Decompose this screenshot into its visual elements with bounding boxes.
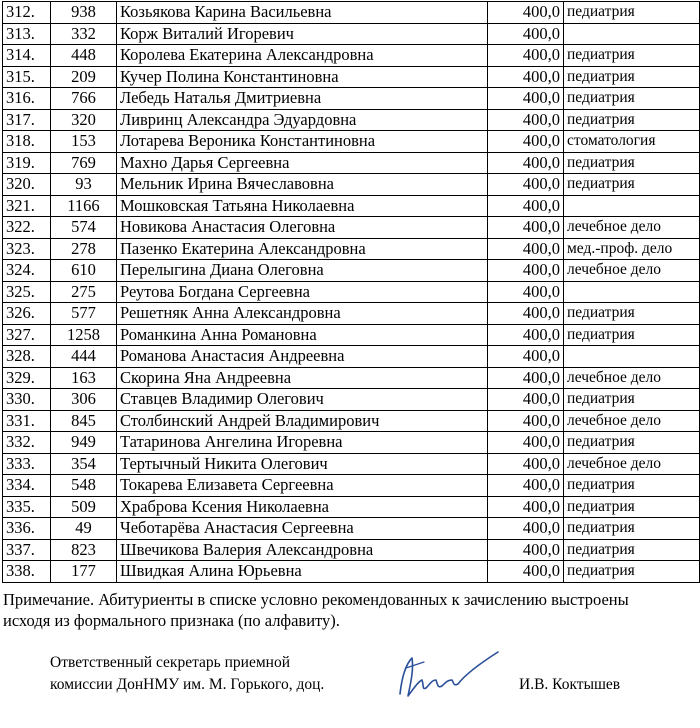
table-row	[3, 496, 700, 518]
row-number-cell: 315.	[3, 66, 51, 88]
row-score-cell: 400,0	[488, 45, 564, 67]
row-name-cell: Романова Анастасия Андреевна	[117, 346, 488, 368]
table-row	[3, 475, 700, 497]
row-score-cell: 400,0	[488, 131, 564, 153]
row-number-cell: 334.	[3, 475, 51, 497]
row-name-cell: Чеботарёва Анастасия Сергеевна	[117, 518, 488, 540]
table-row	[3, 23, 700, 45]
row-faculty-cell: лечебное дело	[564, 260, 700, 282]
row-number-cell: 318.	[3, 131, 51, 153]
table-row	[3, 324, 700, 346]
row-score-cell: 400,0	[488, 152, 564, 174]
row-code-cell: 153	[51, 131, 117, 153]
row-code-cell: 275	[51, 281, 117, 303]
row-name-cell: Ставцев Владимир Олегович	[117, 389, 488, 411]
row-faculty-cell: педиатрия	[564, 561, 700, 583]
row-name-cell: Махно Дарья Сергеевна	[117, 152, 488, 174]
row-name-cell: Ливринц Александра Эдуардовна	[117, 109, 488, 131]
table-row	[3, 346, 700, 368]
row-number-cell: 316.	[3, 88, 51, 110]
row-code-cell: 49	[51, 518, 117, 540]
row-name-cell: Лебедь Наталья Дмитриевна	[117, 88, 488, 110]
row-code-cell: 448	[51, 45, 117, 67]
note-line-2: исходя из формального признака (по алфавиту).	[3, 611, 340, 630]
table-row	[3, 195, 700, 217]
row-faculty-cell: педиатрия	[564, 45, 700, 67]
row-number-cell: 312.	[3, 2, 51, 24]
row-faculty-cell	[564, 195, 700, 217]
row-name-cell: Реутова Богдана Сергеевна	[117, 281, 488, 303]
row-faculty-cell: педиатрия	[564, 109, 700, 131]
row-number-cell: 331.	[3, 410, 51, 432]
row-faculty-cell: педиатрия	[564, 518, 700, 540]
row-score-cell: 400,0	[488, 539, 564, 561]
row-faculty-cell: педиатрия	[564, 389, 700, 411]
row-score-cell: 400,0	[488, 217, 564, 239]
row-name-cell: Козьякова Карина Васильевна	[117, 2, 488, 24]
row-code-cell: 509	[51, 496, 117, 518]
row-code-cell: 332	[51, 23, 117, 45]
row-score-cell: 400,0	[488, 174, 564, 196]
row-score-cell: 400,0	[488, 238, 564, 260]
row-code-cell: 306	[51, 389, 117, 411]
row-name-cell: Кучер Полина Константиновна	[117, 66, 488, 88]
row-number-cell: 321.	[3, 195, 51, 217]
row-score-cell: 400,0	[488, 195, 564, 217]
row-faculty-cell: лечебное дело	[564, 453, 700, 475]
row-name-cell: Швечикова Валерия Александровна	[117, 539, 488, 561]
row-score-cell: 400,0	[488, 496, 564, 518]
row-score-cell: 400,0	[488, 518, 564, 540]
row-score-cell: 400,0	[488, 410, 564, 432]
row-name-cell: Мельник Ирина Вячеславовна	[117, 174, 488, 196]
table-row	[3, 109, 700, 131]
row-code-cell: 577	[51, 303, 117, 325]
row-name-cell: Корж Виталий Игоревич	[117, 23, 488, 45]
table-row	[3, 539, 700, 561]
row-faculty-cell: педиатрия	[564, 174, 700, 196]
table-row	[3, 88, 700, 110]
row-code-cell: 845	[51, 410, 117, 432]
row-number-cell: 328.	[3, 346, 51, 368]
row-code-cell: 766	[51, 88, 117, 110]
row-code-cell: 354	[51, 453, 117, 475]
row-name-cell: Швидкая Алина Юрьевна	[117, 561, 488, 583]
row-code-cell: 320	[51, 109, 117, 131]
table-row	[3, 453, 700, 475]
row-number-cell: 337.	[3, 539, 51, 561]
row-score-cell: 400,0	[488, 66, 564, 88]
row-code-cell: 769	[51, 152, 117, 174]
row-number-cell: 336.	[3, 518, 51, 540]
row-faculty-cell: стоматология	[564, 131, 700, 153]
signature-title-line-1: Ответственный секретарь приемной	[50, 654, 290, 671]
table-row	[3, 174, 700, 196]
row-faculty-cell: педиатрия	[564, 324, 700, 346]
row-score-cell: 400,0	[488, 2, 564, 24]
row-score-cell: 400,0	[488, 475, 564, 497]
row-code-cell: 177	[51, 561, 117, 583]
table-row	[3, 281, 700, 303]
table-row	[3, 410, 700, 432]
row-faculty-cell: лечебное дело	[564, 367, 700, 389]
row-score-cell: 400,0	[488, 324, 564, 346]
row-code-cell: 1166	[51, 195, 117, 217]
row-name-cell: Татаринова Ангелина Игоревна	[117, 432, 488, 454]
table-row	[3, 152, 700, 174]
row-number-cell: 327.	[3, 324, 51, 346]
row-score-cell: 400,0	[488, 109, 564, 131]
row-name-cell: Решетняк Анна Александровна	[117, 303, 488, 325]
table-row	[3, 66, 700, 88]
row-code-cell: 209	[51, 66, 117, 88]
note	[3, 589, 698, 631]
row-number-cell: 314.	[3, 45, 51, 67]
row-number-cell: 333.	[3, 453, 51, 475]
row-score-cell: 400,0	[488, 346, 564, 368]
row-name-cell: Новикова Анастасия Олеговна	[117, 217, 488, 239]
row-number-cell: 326.	[3, 303, 51, 325]
table-row	[3, 367, 700, 389]
row-code-cell: 444	[51, 346, 117, 368]
table-row	[3, 2, 700, 24]
row-faculty-cell	[564, 346, 700, 368]
row-faculty-cell: педиатрия	[564, 152, 700, 174]
row-number-cell: 320.	[3, 174, 51, 196]
row-score-cell: 400,0	[488, 561, 564, 583]
row-faculty-cell: педиатрия	[564, 88, 700, 110]
row-name-cell: Храброва Ксения Николаевна	[117, 496, 488, 518]
row-code-cell: 163	[51, 367, 117, 389]
row-faculty-cell	[564, 23, 700, 45]
table-row	[3, 432, 700, 454]
row-number-cell: 324.	[3, 260, 51, 282]
row-score-cell: 400,0	[488, 389, 564, 411]
row-faculty-cell: педиатрия	[564, 303, 700, 325]
table-row	[3, 303, 700, 325]
row-faculty-cell: педиатрия	[564, 432, 700, 454]
row-name-cell: Токарева Елизавета Сергеевна	[117, 475, 488, 497]
table-row	[3, 217, 700, 239]
row-number-cell: 313.	[3, 23, 51, 45]
row-faculty-cell: лечебное дело	[564, 217, 700, 239]
row-score-cell: 400,0	[488, 88, 564, 110]
row-code-cell: 574	[51, 217, 117, 239]
handwritten-signature	[392, 646, 504, 702]
row-number-cell: 322.	[3, 217, 51, 239]
row-score-cell: 400,0	[488, 303, 564, 325]
row-code-cell: 93	[51, 174, 117, 196]
row-number-cell: 325.	[3, 281, 51, 303]
table-row	[3, 238, 700, 260]
applicants-table-body	[3, 2, 700, 583]
signer-name: И.В. Коктышев	[519, 676, 621, 693]
row-code-cell: 610	[51, 260, 117, 282]
signature-block	[50, 652, 324, 696]
row-faculty-cell: мед.-проф. дело	[564, 238, 700, 260]
row-code-cell: 823	[51, 539, 117, 561]
row-number-cell: 323.	[3, 238, 51, 260]
row-number-cell: 330.	[3, 389, 51, 411]
row-faculty-cell	[564, 281, 700, 303]
row-score-cell: 400,0	[488, 281, 564, 303]
row-name-cell: Столбинский Андрей Владимирович	[117, 410, 488, 432]
table-row	[3, 518, 700, 540]
row-score-cell: 400,0	[488, 23, 564, 45]
row-code-cell: 1258	[51, 324, 117, 346]
row-score-cell: 400,0	[488, 432, 564, 454]
table-row	[3, 389, 700, 411]
row-faculty-cell: педиатрия	[564, 66, 700, 88]
row-code-cell: 938	[51, 2, 117, 24]
row-faculty-cell: педиатрия	[564, 539, 700, 561]
table-row	[3, 561, 700, 583]
table-row	[3, 131, 700, 153]
row-faculty-cell: педиатрия	[564, 2, 700, 24]
row-faculty-cell: лечебное дело	[564, 410, 700, 432]
table-row	[3, 45, 700, 67]
row-name-cell: Королева Екатерина Александровна	[117, 45, 488, 67]
signature-title-line-2: комиссии ДонНМУ им. М. Горького, доц.	[50, 676, 325, 693]
row-number-cell: 335.	[3, 496, 51, 518]
row-number-cell: 332.	[3, 432, 51, 454]
row-name-cell: Мошковская Татьяна Николаевна	[117, 195, 488, 217]
row-number-cell: 329.	[3, 367, 51, 389]
row-code-cell: 548	[51, 475, 117, 497]
row-name-cell: Скорина Яна Андреевна	[117, 367, 488, 389]
row-name-cell: Лотарева Вероника Константиновна	[117, 131, 488, 153]
row-faculty-cell: педиатрия	[564, 496, 700, 518]
row-number-cell: 338.	[3, 561, 51, 583]
row-name-cell: Перелыгина Диана Олеговна	[117, 260, 488, 282]
row-faculty-cell: педиатрия	[564, 475, 700, 497]
applicants-table	[2, 1, 700, 583]
row-code-cell: 278	[51, 238, 117, 260]
note-line-1: Примечание. Абитуриенты в списке условно рекомендованных к зачислению выстроены	[3, 590, 629, 609]
row-score-cell: 400,0	[488, 260, 564, 282]
row-name-cell: Тертычный Никита Олегович	[117, 453, 488, 475]
row-name-cell: Романкина Анна Романовна	[117, 324, 488, 346]
row-name-cell: Пазенко Екатерина Александровна	[117, 238, 488, 260]
table-row	[3, 260, 700, 282]
row-score-cell: 400,0	[488, 453, 564, 475]
row-number-cell: 319.	[3, 152, 51, 174]
row-score-cell: 400,0	[488, 367, 564, 389]
row-number-cell: 317.	[3, 109, 51, 131]
row-code-cell: 949	[51, 432, 117, 454]
